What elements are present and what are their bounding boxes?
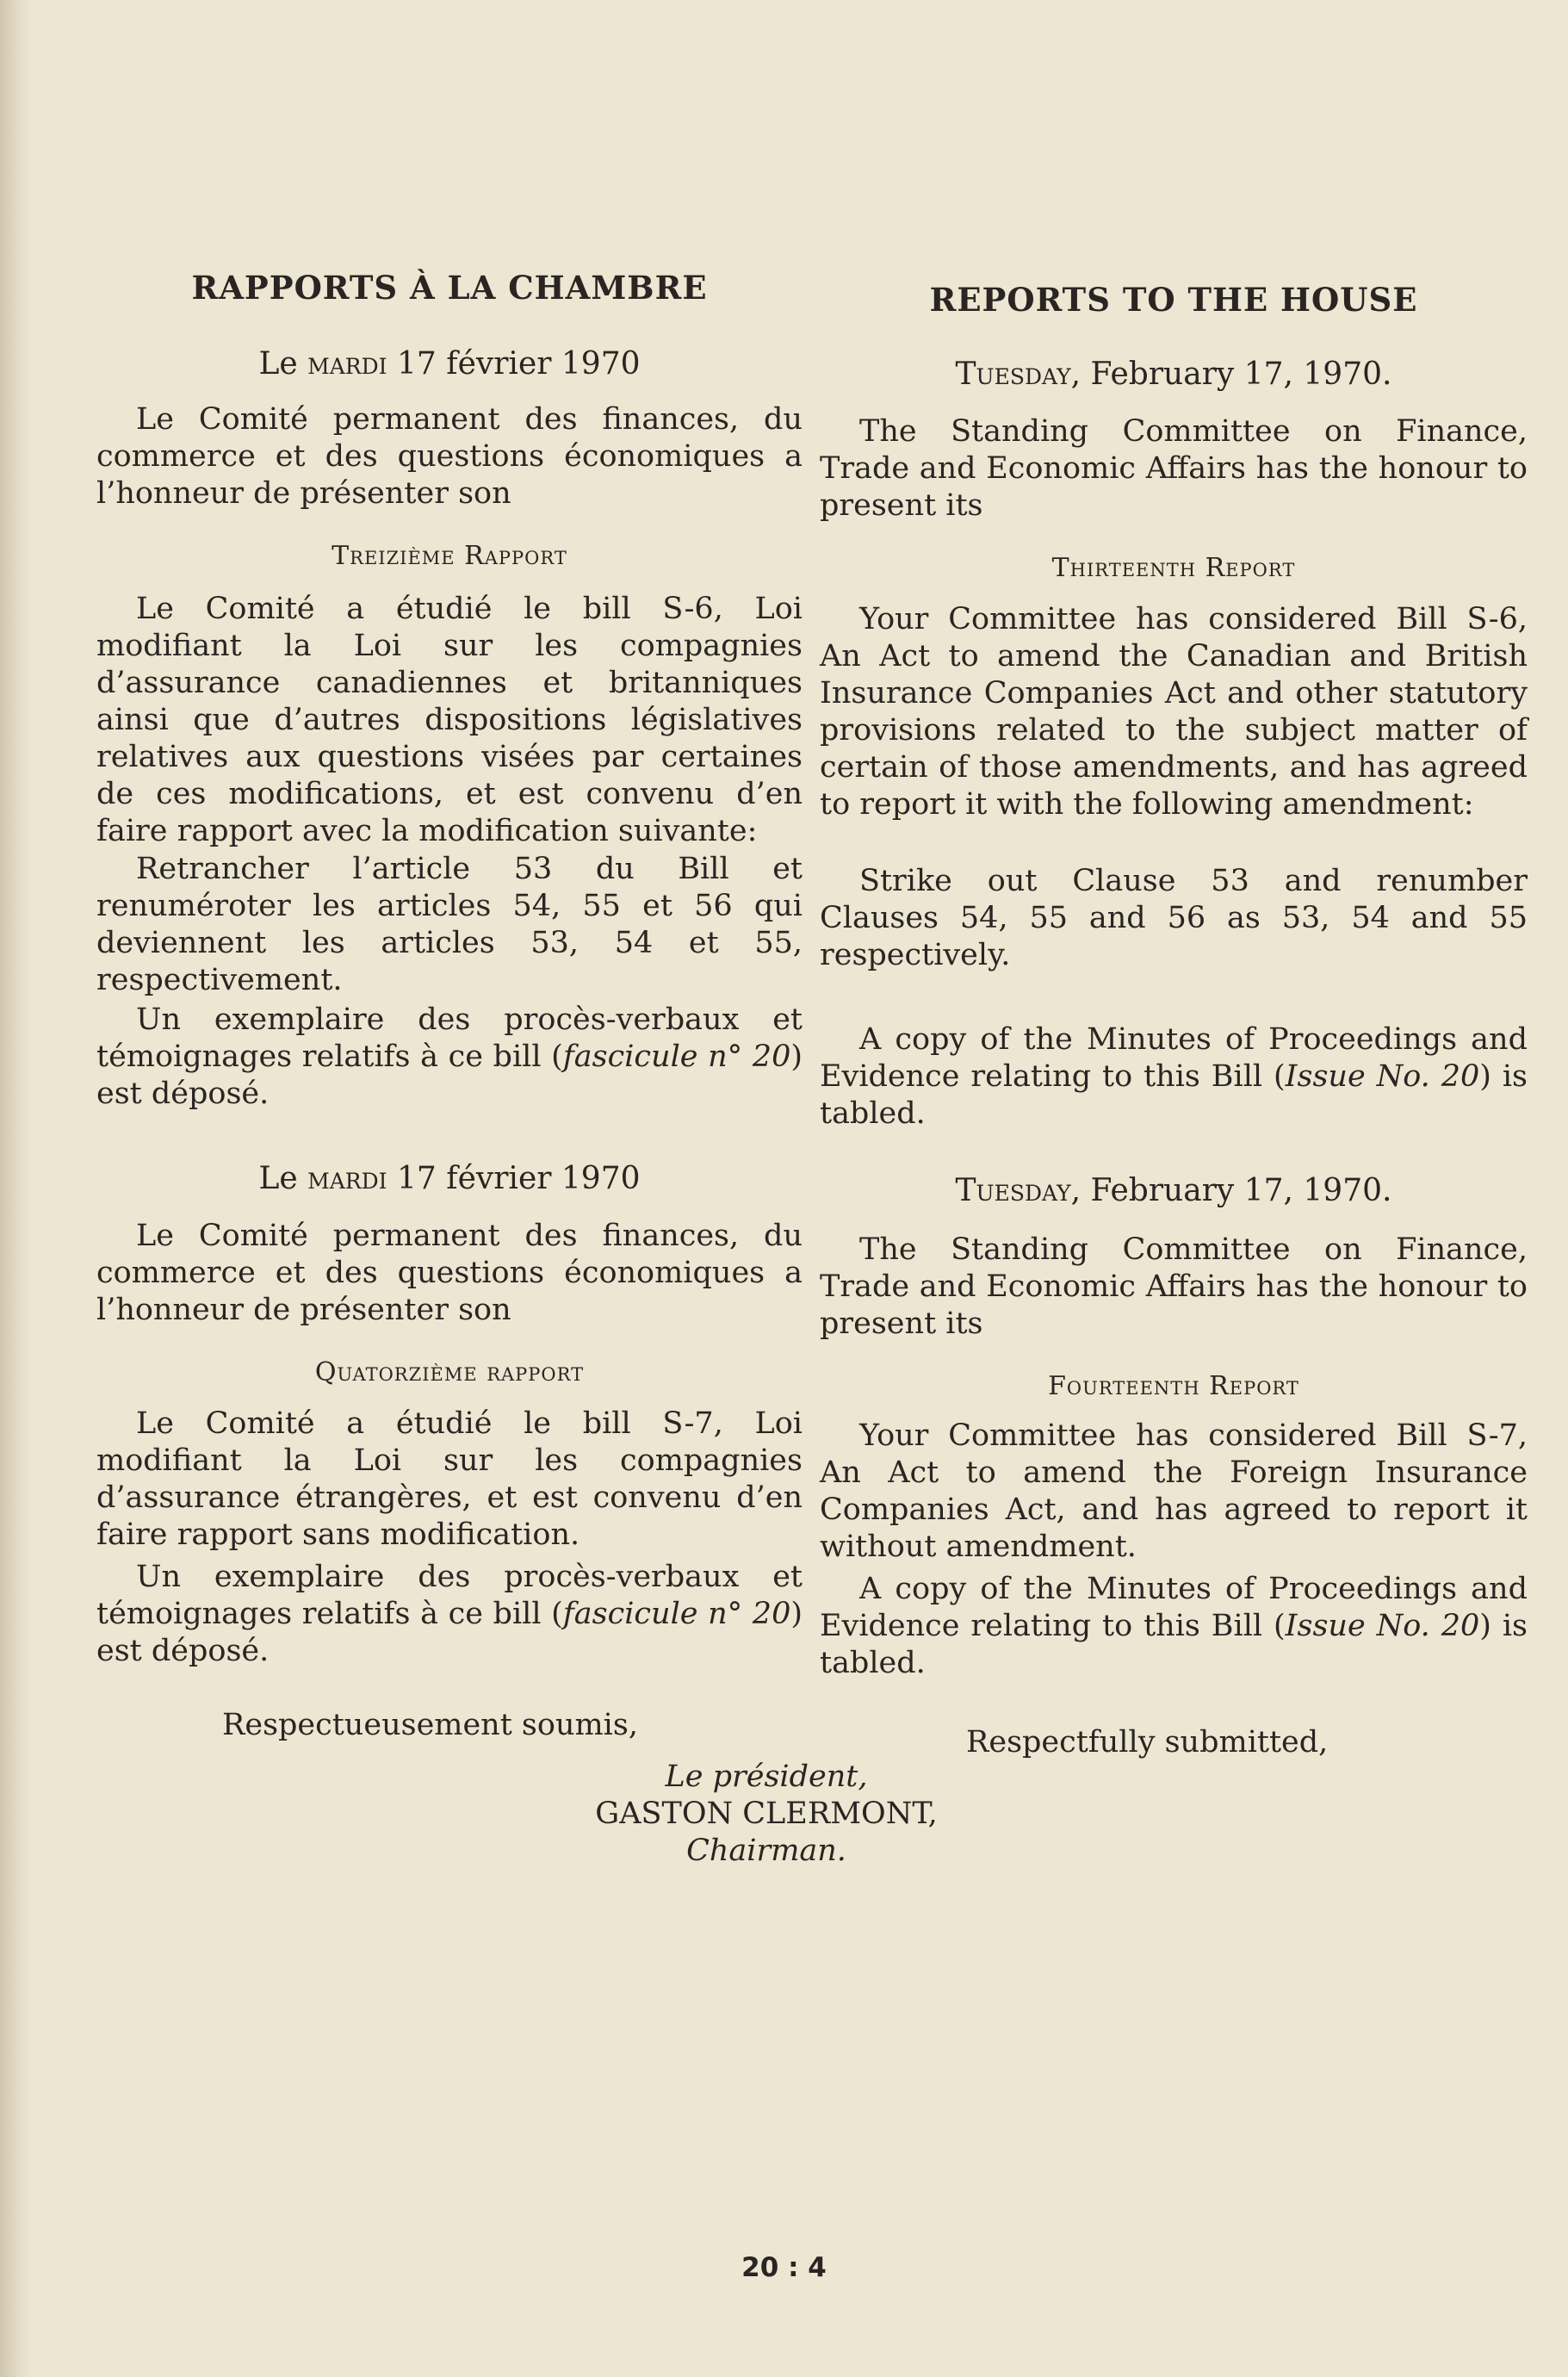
english-heading: REPORTS TO THE HOUSE [929,281,1418,319]
french-heading: RAPPORTS À LA CHAMBRE [191,269,708,307]
french-report14-body: Le Comité a étudié le bill S-7, Loi modifiant la Loi sur les compagnies d’assurance étrangères, et est convenu d’en faire rapport sans modification. [96,1406,803,1552]
french-report14-intro: Le Comité permanent des finances, du commerce et des questions économiques a l’honneur de présenter son [96,1219,803,1327]
french-report14-date: Le mardi 17 février 1970 [258,1161,641,1196]
french-report14-copy: Un exemplaire des procès-verbaux et témoignages relatifs à ce bill (fascicule n° 20) est déposé. [96,1560,803,1668]
french-report13-date: Le mardi 17 février 1970 [258,346,641,382]
signature-block [482,1759,1050,1870]
french-report13-amendment: Retrancher l’article 53 du Bill et renuméroter les articles 54, 55 et 56 qui deviennent les articles 53, 54 et 55, respectivement. [96,852,803,997]
english-report13-copy: A copy of the Minutes of Proceedings and Evidence relating to this Bill (Issue No. 20) is tabled. [820,1022,1528,1131]
english-report13-date: Tuesday, February 17, 1970. [955,357,1392,392]
signature-name: GASTON CLERMONT, [595,1797,938,1831]
english-report14-date: Tuesday, February 17, 1970. [955,1173,1392,1208]
english-report14-body: Your Committee has considered Bill S-7, An Act to amend the Foreign Insurance Companies Act, and has agreed to report it without amendment. [820,1418,1528,1564]
english-closing: Respectfully submitted, [966,1725,1329,1759]
signature-title-en: Chairman. [686,1834,846,1868]
page-binding-shadow [0,0,31,2377]
english-report13-intro: The Standing Committee on Finance, Trade and Economic Affairs has the honour to present its [820,414,1528,523]
french-report14-title: Quatorzième rapport [314,1357,585,1387]
french-report13-intro: Le Comité permanent des finances, du commerce et des questions économiques a l’honneur de présenter son [96,402,803,511]
english-report14-intro: The Standing Committee on Finance, Trade and Economic Affairs has the honour to present its [820,1232,1528,1341]
english-report13-title: Thirteenth Report [1051,553,1296,583]
page-number: 20 : 4 [741,2252,827,2283]
french-report13-body: Le Comité a étudié le bill S-6, Loi modifiant la Loi sur les compagnies d’assurance canadiennes et britanniques ainsi que d’autres dispositions législatives relatives aux questions visées par certaines de ces modifications, et est convenu d’en faire rapport avec la modification suivante: [96,592,803,848]
english-report13-body: Your Committee has considered Bill S-6, An Act to amend the Canadian and British Insurance Companies Act and other statutory provisions related to the subject matter of certain of those amendments, and has agreed to report it with the following amendment: [820,602,1528,822]
french-report13-copy: Un exemplaire des procès-verbaux et témoignages relatifs à ce bill (fascicule n° 20) est déposé. [96,1002,803,1111]
english-report13-amendment: Strike out Clause 53 and renumber Clauses 54, 55 and 56 as 53, 54 and 55 respectively. [820,864,1528,972]
signature-title-fr: Le président, [665,1759,868,1794]
english-report14-copy: A copy of the Minutes of Proceedings and Evidence relating to this Bill (Issue No. 20) is tabled. [820,1572,1528,1680]
french-report13-title: Treizième Rapport [332,541,567,571]
english-report14-title: Fourteenth Report [1048,1371,1299,1401]
french-closing: Respectueusement soumis, [222,1708,638,1742]
